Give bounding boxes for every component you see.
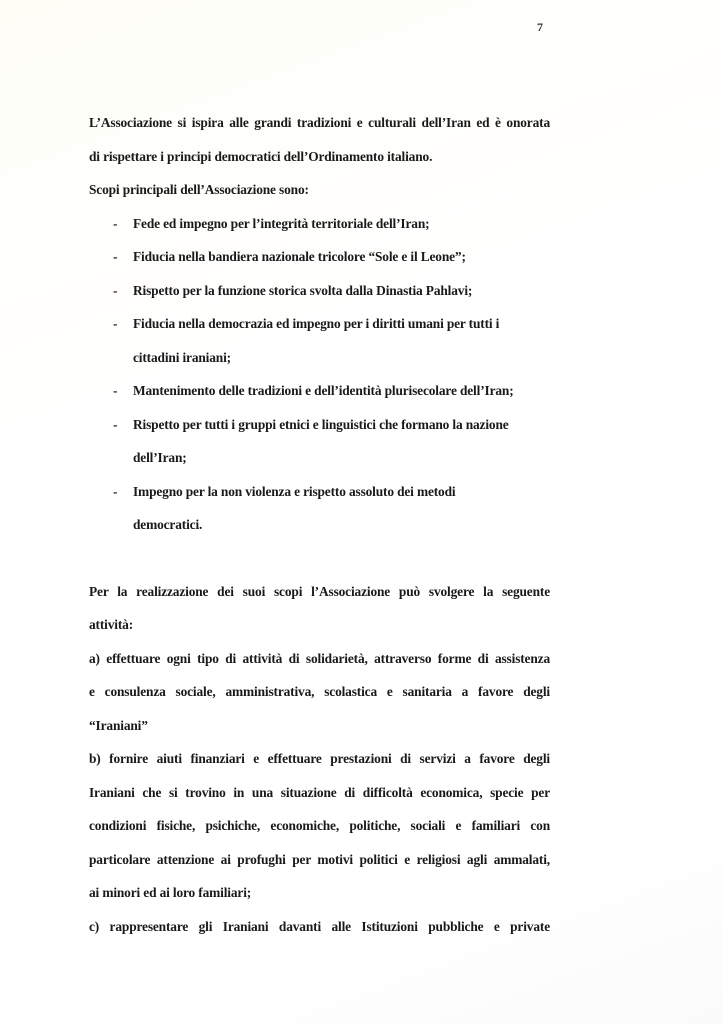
aims-heading: Scopi principali dell’Associazione sono: xyxy=(89,182,309,197)
activity-line: e consulenza sociale, amministrativa, scolastica e sanitaria a favore degli xyxy=(89,684,550,699)
aim-item xyxy=(89,274,550,308)
aim-item xyxy=(89,475,550,542)
activities-intro-line: Per la realizzazione dei suoi scopi l’Associazione può svolgere la seguente xyxy=(89,583,550,599)
intro-line: di rispettare i principi democratici dell’Ordinamento italiano. xyxy=(89,148,433,164)
aim-line: Fiducia nella democrazia ed impegno per i diritti umani per tutti i xyxy=(133,316,500,331)
document-body xyxy=(89,106,550,943)
dash-bullet-icon: - xyxy=(113,282,118,298)
activity-line: particolare attenzione ai profughi per motivi politici e religiosi agli ammalati, xyxy=(89,851,550,867)
dash-bullet-icon: - xyxy=(113,316,118,331)
page-number: 7 xyxy=(537,20,543,34)
dash-bullet-icon: - xyxy=(113,483,118,499)
aim-line: Mantenimento delle tradizioni e dell’identità plurisecolare dell’Iran; xyxy=(133,383,514,398)
aim-line: democratici. xyxy=(133,517,203,532)
aim-line: Rispetto per la funzione storica svolta dalla Dinastia Pahlavi; xyxy=(133,282,473,298)
aims-list xyxy=(89,207,550,542)
activity-line: condizioni fisiche, psichiche, economiche, politiche, sociali e familiari con xyxy=(89,818,550,833)
aim-item xyxy=(89,240,550,274)
activity-line: “Iraniani” xyxy=(89,717,148,733)
paragraph-gap xyxy=(89,542,550,575)
intro-line: L’Associazione si ispira alle grandi tradizioni e culturali dell’Iran ed è onorata xyxy=(89,115,550,130)
aim-line: Fede ed impegno per l’integrità territoriale dell’Iran; xyxy=(133,215,430,231)
activities-section xyxy=(89,575,550,944)
activity-item-c xyxy=(89,910,550,944)
intro-paragraph xyxy=(89,106,550,207)
dash-bullet-icon: - xyxy=(113,383,118,398)
dash-bullet-icon: - xyxy=(113,249,118,264)
aim-line: Rispetto per tutti i gruppi etnici e linguistici che formano la nazione xyxy=(133,416,509,432)
activity-line: Iraniani che si trovino in una situazione di difficoltà economica, specie per xyxy=(89,784,550,800)
aim-line: cittadini iraniani; xyxy=(133,349,231,365)
activity-item-b xyxy=(89,742,550,910)
aim-item xyxy=(89,307,550,374)
activity-line: c) rappresentare gli Iraniani davanti alle Istituzioni pubbliche e private xyxy=(89,918,550,934)
aim-item xyxy=(89,408,550,475)
dash-bullet-icon: - xyxy=(113,416,118,432)
aim-item xyxy=(89,374,550,408)
aim-line: Impegno per la non violenza e rispetto assoluto dei metodi xyxy=(133,483,456,499)
activity-line: a) effettuare ogni tipo di attività di solidarietà, attraverso forme di assistenza xyxy=(89,650,550,666)
activity-item-a xyxy=(89,642,550,743)
aim-item xyxy=(89,207,550,241)
aim-line: Fiducia nella bandiera nazionale tricolore “Sole e il Leone”; xyxy=(133,249,466,264)
aim-line: dell’Iran; xyxy=(133,450,187,465)
activity-line: ai minori ed ai loro familiari; xyxy=(89,885,252,900)
dash-bullet-icon: - xyxy=(113,215,118,231)
activity-line: b) fornire aiuti finanziari e effettuare prestazioni di servizi a favore degli xyxy=(89,751,550,766)
activities-intro-line: attività: xyxy=(89,617,134,632)
